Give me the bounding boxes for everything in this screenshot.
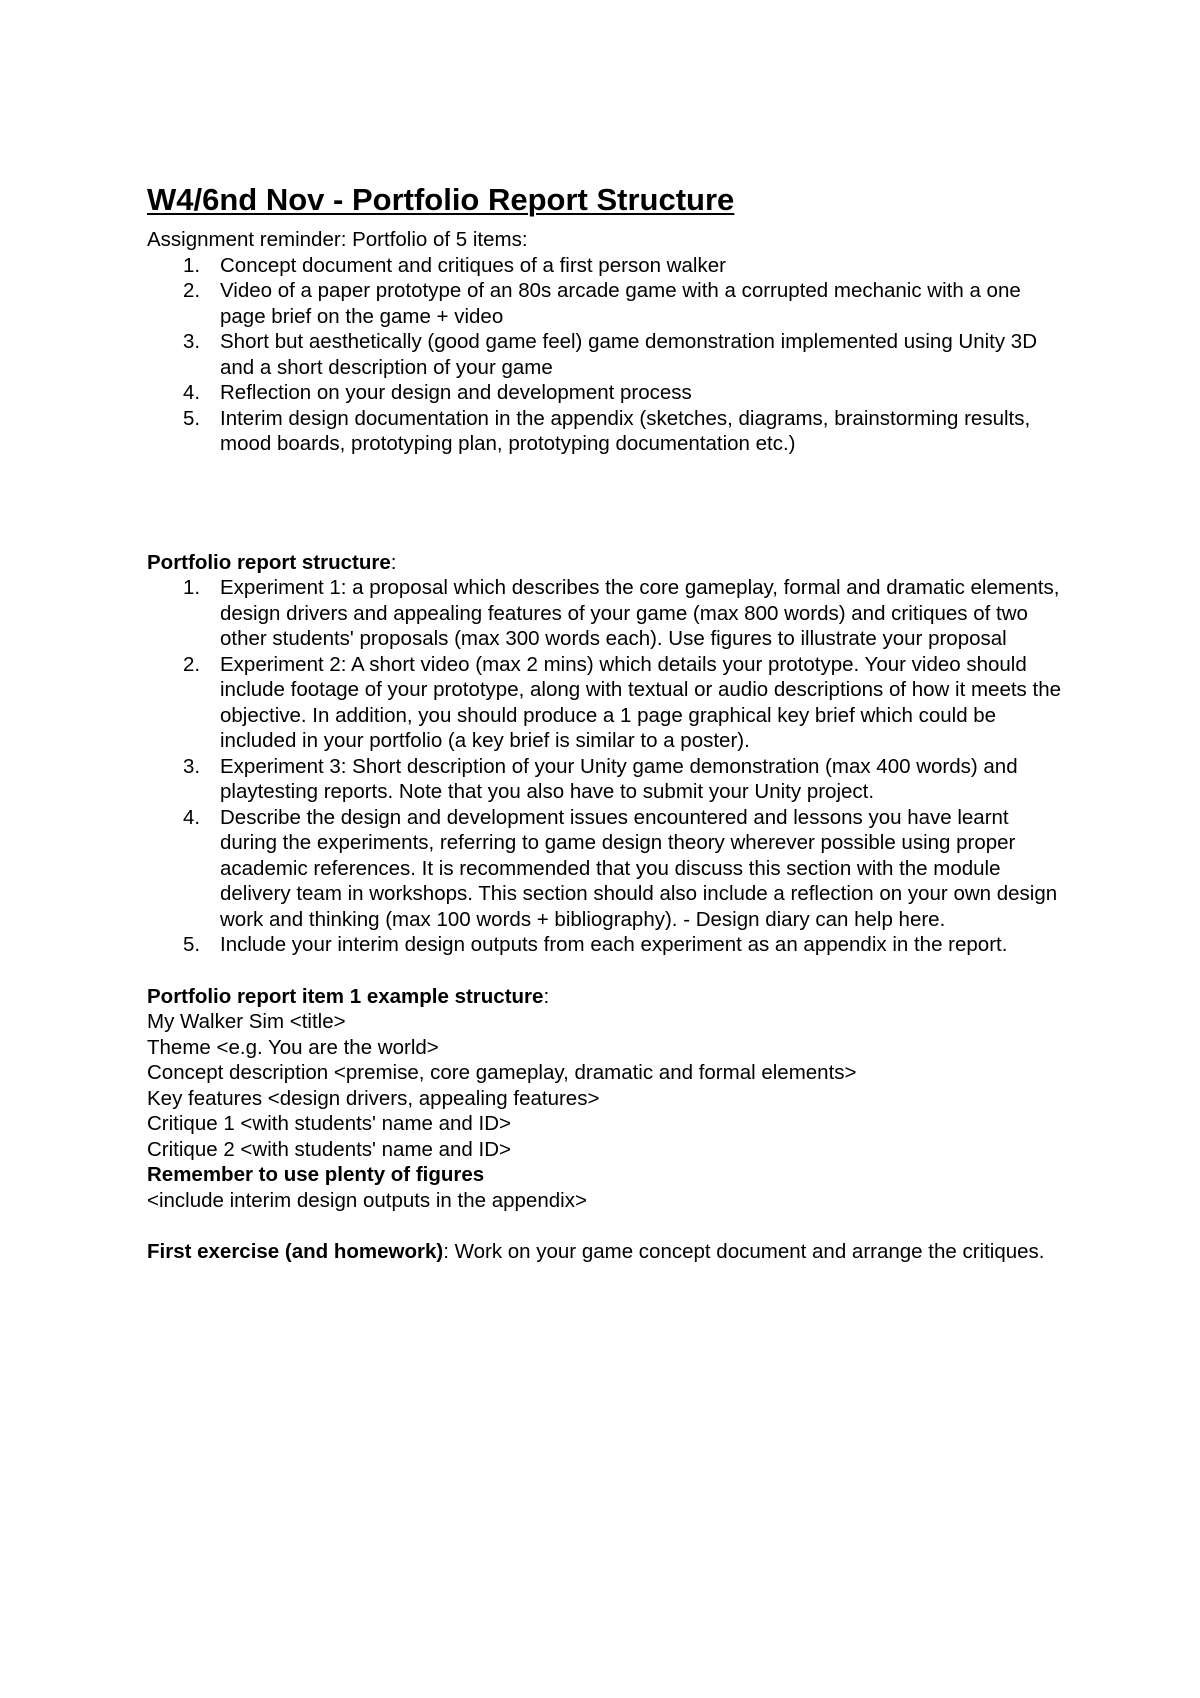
list-item — [147, 278, 1067, 329]
report-structure-heading-text: Portfolio report structure — [147, 550, 391, 574]
list-number: 5. — [183, 406, 201, 430]
list-number: 4. — [183, 381, 201, 404]
report-structure-list — [147, 575, 1067, 958]
list-item — [147, 329, 1067, 380]
list-number: 3. — [183, 754, 201, 778]
appendix-note: <include interim design outputs in the appendix> — [147, 1188, 587, 1212]
list-number: 3. — [183, 330, 201, 353]
example-line-title: My Walker Sim <title> — [147, 1010, 346, 1033]
list-number: 5. — [183, 933, 201, 956]
document-content — [147, 180, 1067, 1265]
list-item — [147, 932, 1067, 958]
list-number: 1. — [183, 576, 201, 599]
first-exercise — [147, 1239, 1067, 1265]
list-number: 2. — [183, 652, 201, 676]
list-item-text: Reflection on your design and development process — [220, 381, 692, 404]
list-item-text: Interim design documentation in the appendix (sketches, diagrams, brainstorming results, mood boards, prototyping plan, prototyping documentation etc.) — [220, 406, 1031, 455]
list-item-text: Concept document and critiques of a first person walker — [220, 253, 726, 277]
example-line-critique-1: Critique 1 <with students' name and ID> — [147, 1112, 512, 1135]
assignment-intro: Assignment reminder: Portfolio of 5 items: — [147, 228, 528, 251]
report-structure-heading: Portfolio report structure: — [147, 550, 397, 574]
example-line-concept: Concept description <premise, core gameplay, dramatic and formal elements> — [147, 1061, 857, 1084]
list-item-text: Experiment 3: Short description of your Unity game demonstration (max 400 words) and playtesting reports. Note that you also have to submit your Unity project. — [220, 754, 1018, 803]
example-line-theme: Theme <e.g. You are the world> — [147, 1035, 439, 1059]
list-number: 2. — [183, 279, 201, 302]
first-exercise-text: : Work on your game concept document and arrange the critiques. — [443, 1240, 1045, 1263]
list-item — [147, 805, 1067, 933]
example-line-critique-2: Critique 2 <with students' name and ID> — [147, 1137, 512, 1161]
list-item — [147, 754, 1067, 805]
list-item-text: Include your interim design outputs from each experiment as an appendix in the report. — [220, 933, 1008, 956]
list-item — [147, 406, 1067, 457]
list-item-text: Experiment 2: A short video (max 2 mins) which details your prototype. Your video should include footage of your prototype, along with textual or audio descriptions of how it meets the objective. In addition, you should produce a 1 page graphical key brief which could be included in your portfolio (a key brief is similar to a poster). — [220, 652, 1062, 752]
list-item-text: Describe the design and development issues encountered and lessons you have learnt during the experiments, referring to game design theory wherever possible using proper academic references. It is recommended that you discuss this section with the module delivery team in workshops. This section should also include a reflection on your own design work and thinking (max 100 words + bibliography). - Design diary can help here. — [220, 805, 1058, 931]
page-title: W4/6nd Nov - Portfolio Report Structure — [147, 182, 735, 217]
list-item — [147, 380, 1067, 406]
list-item-text: Video of a paper prototype of an 80s arcade game with a corrupted mechanic with a one page brief on the game + video — [220, 279, 1021, 328]
list-item — [147, 652, 1067, 754]
example-line-key-features: Key features <design drivers, appealing features> — [147, 1086, 600, 1110]
list-item — [147, 575, 1067, 652]
list-number: 4. — [183, 805, 201, 829]
first-exercise-label: First exercise (and homework) — [147, 1240, 444, 1263]
figures-reminder: Remember to use plenty of figures — [147, 1163, 485, 1186]
list-number: 1. — [183, 253, 201, 277]
assignment-list — [147, 253, 1067, 457]
example-structure-heading-text: Portfolio report item 1 example structure — [147, 984, 544, 1008]
list-item-text: Short but aesthetically (good game feel) game demonstration implemented using Unity 3D and a short description of your game — [220, 330, 1038, 379]
list-item-text: Experiment 1: a proposal which describes the core gameplay, formal and dramatic elements, design drivers and appealing features of your game (max 800 words) and critiques of two other students' proposals (max 300 words each). Use figures to illustrate your proposal — [220, 576, 1060, 650]
example-structure-heading: Portfolio report item 1 example structure: — [147, 984, 550, 1008]
list-item — [147, 253, 1067, 279]
